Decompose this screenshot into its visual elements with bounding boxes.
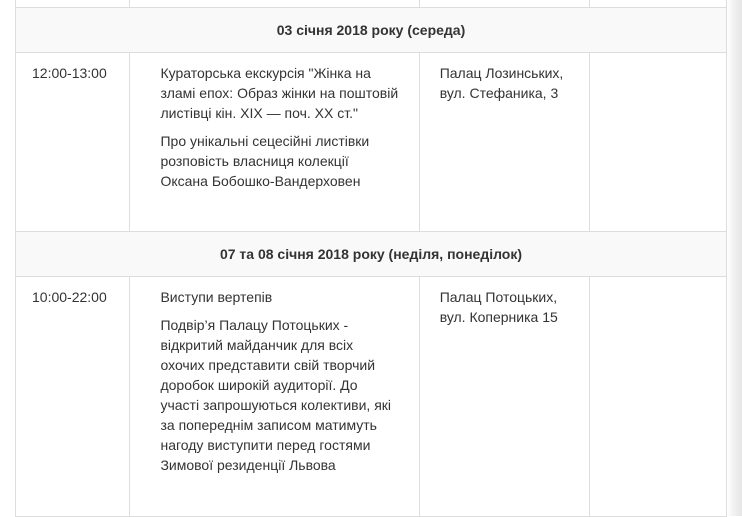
date-heading-text: 07 та 08 січня 2018 року (неділя, понеділок) [219,246,523,262]
event-description: Про унікальні сецесійні листівки розповість власниця колекції Оксана Бобошко-Вандерховен [160,133,370,189]
event-details-cell [130,277,419,517]
schedule-table [15,0,727,517]
date-row-2 [16,232,727,277]
event-extra-cell [590,53,727,232]
page-edge-shadow [727,0,742,516]
event-description: Подвір’я Палацу Потоцьких - відкритий майданчик для всіх охочих представити свій творчий доробок широкій аудиторії. До участі запрошуються колективи, які за попереднім записом матимуть нагоду виступити перед гостями Зимової резиденції Львова [160,317,392,473]
event-place-cell [419,53,590,232]
event-time-cell [16,277,130,517]
previous-place-cell [419,0,590,8]
event-row-2 [16,277,727,517]
date-heading [16,232,727,277]
event-details-cell [130,53,419,232]
previous-time-cell [16,0,130,8]
date-heading-text: 03 січня 2018 року (середа) [276,22,466,38]
place-address: вул. Стефаника, 3 [439,85,559,101]
place-address: вул. Коперника 15 [439,309,558,325]
event-title: Кураторська екскурсія "Жінка на зламі епох: Образ жінки на поштовій листівці кін. XIX — поч. XX ст." [160,65,399,121]
event-row-1 [16,53,727,232]
previous-event-cell [130,0,419,8]
date-heading [16,8,727,53]
event-time: 10:00-22:00 [32,289,107,305]
date-row-1 [16,8,727,53]
place-name: Палац Потоцьких, [439,289,558,305]
event-time-cell [16,53,130,232]
previous-extra-cell [590,0,727,8]
place-name: Палац Лозинських, [439,65,564,81]
event-place-cell [419,277,590,517]
previous-event-row [16,0,727,8]
event-time: 12:00-13:00 [32,65,107,81]
event-extra-cell [590,277,727,517]
event-title: Виступи вертепів [160,289,273,305]
